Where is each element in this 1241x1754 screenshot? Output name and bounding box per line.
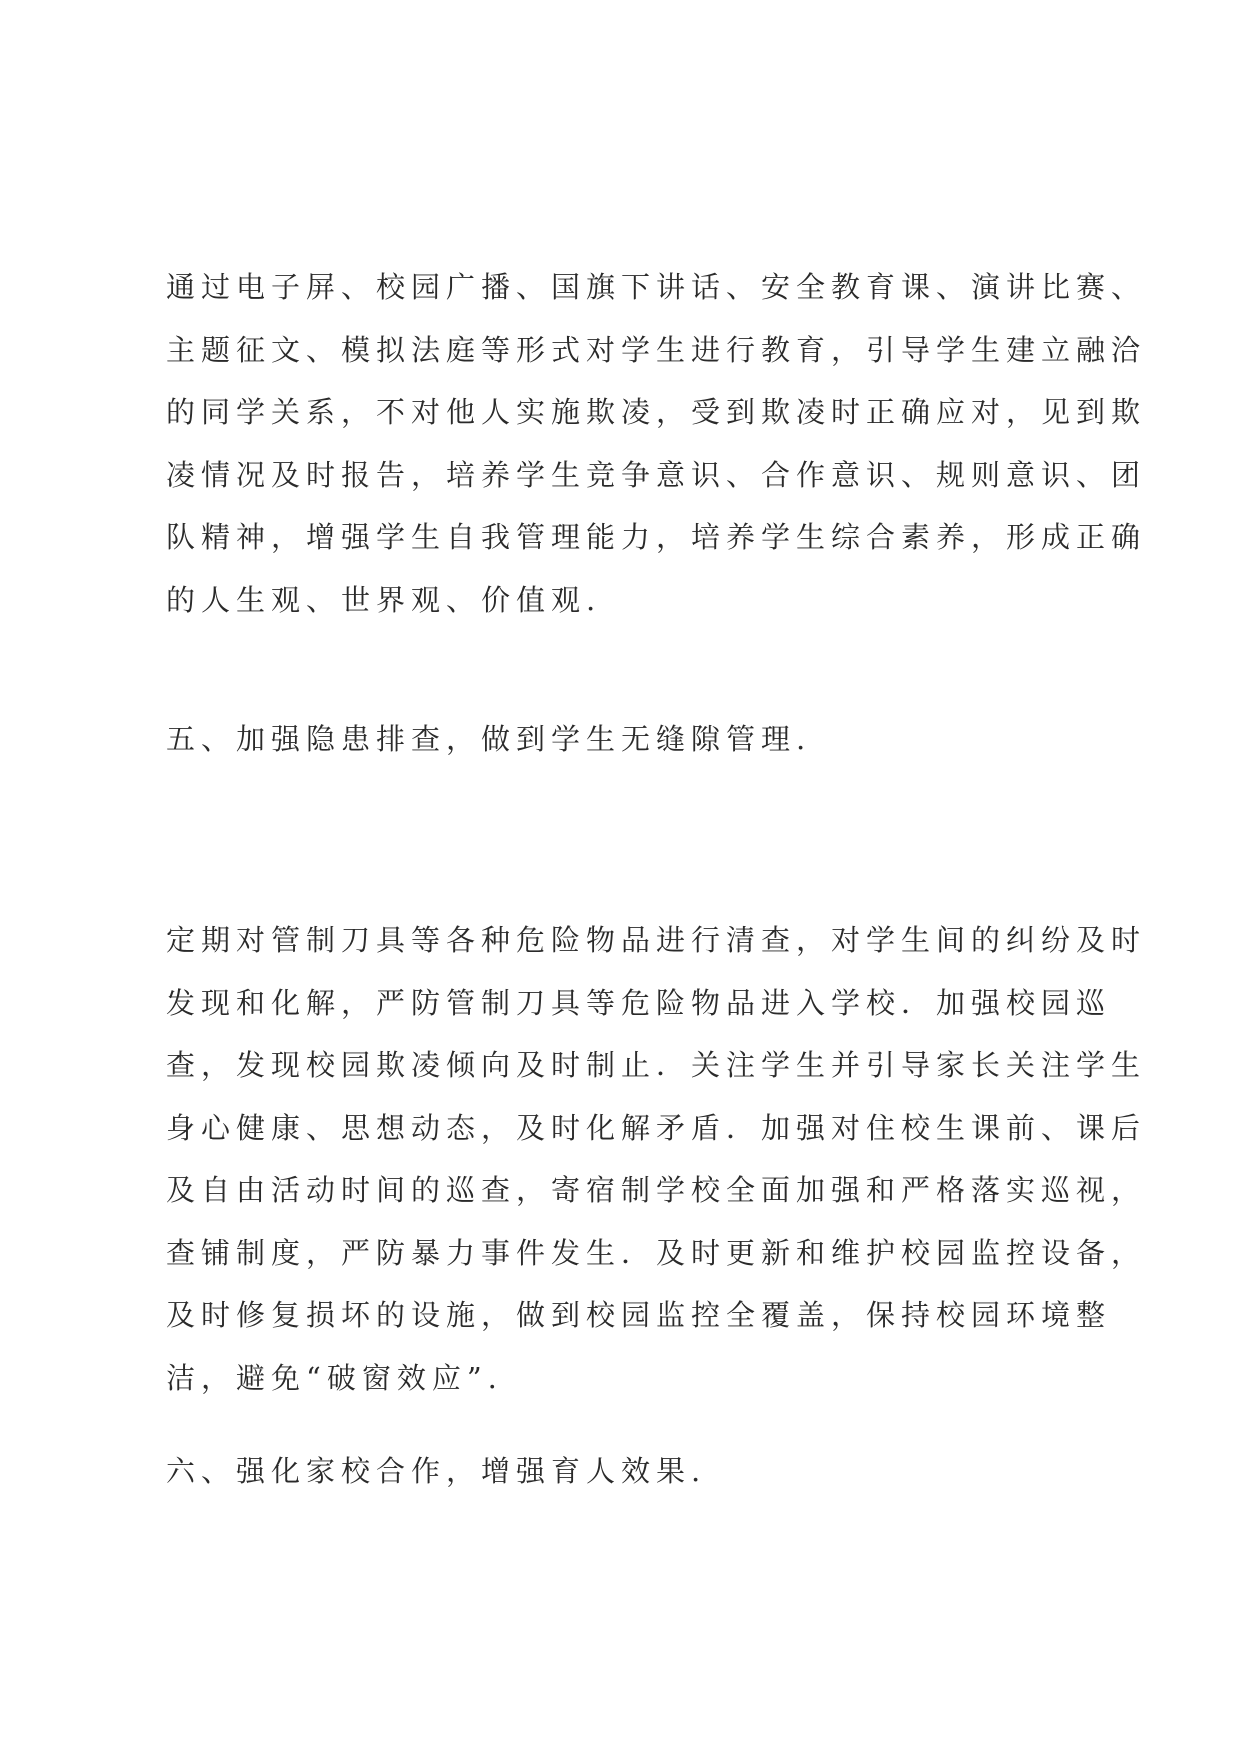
section-heading-text: 六、强化家校合作，增强育人效果.: [166, 1454, 707, 1488]
paragraph-line: 通过电子屏、校园广播、国旗下讲话、安全教育课、演讲比赛、: [166, 270, 1147, 304]
paragraph-line: 的同学关系，不对他人实施欺凌，受到欺凌时正确应对，见到欺: [166, 395, 1147, 429]
section-heading-5: [166, 708, 1096, 771]
paragraph-line: 查，发现校园欺凌倾向及时制止．关注学生并引导家长关注学生: [166, 1048, 1147, 1082]
paragraph-hazard-inspection: [166, 909, 1147, 1409]
paragraph-line: 查铺制度，严防暴力事件发生．及时更新和维护校园监控设备，: [166, 1235, 1147, 1270]
paragraph-line: 及时修复损坏的设施，做到校园监控全覆盖，保持校园环境整: [166, 1298, 1112, 1332]
paragraph-line: 身心健康、思想动态，及时化解矛盾．加强对住校生课前、课后: [166, 1110, 1147, 1145]
paragraph-line: 主题征文、模拟法庭等形式对学生进行教育，引导学生建立融洽: [166, 332, 1147, 367]
paragraph-education-methods: [166, 256, 1147, 631]
paragraph-line: 定期对管制刀具等各种危险物品进行清查，对学生间的纠纷及时: [166, 923, 1147, 957]
section-heading-text: 五、加强隐患排查，做到学生无缝隙管理.: [166, 722, 812, 756]
section-heading-6: [166, 1440, 1096, 1503]
paragraph-line: 队精神，增强学生自我管理能力，培养学生综合素养，形成正确: [166, 520, 1147, 554]
paragraph-line: 的人生观、世界观、价值观.: [166, 582, 602, 617]
paragraph-line: 及自由活动时间的巡查，寄宿制学校全面加强和严格落实巡视，: [166, 1173, 1147, 1207]
paragraph-line: 凌情况及时报告，培养学生竞争意识、合作意识、规则意识、团: [166, 457, 1147, 492]
paragraph-line: 发现和化解，严防管制刀具等危险物品进入学校．加强校园巡: [166, 985, 1112, 1020]
paragraph-line: 洁，避免“破窗效应”.: [166, 1360, 503, 1395]
